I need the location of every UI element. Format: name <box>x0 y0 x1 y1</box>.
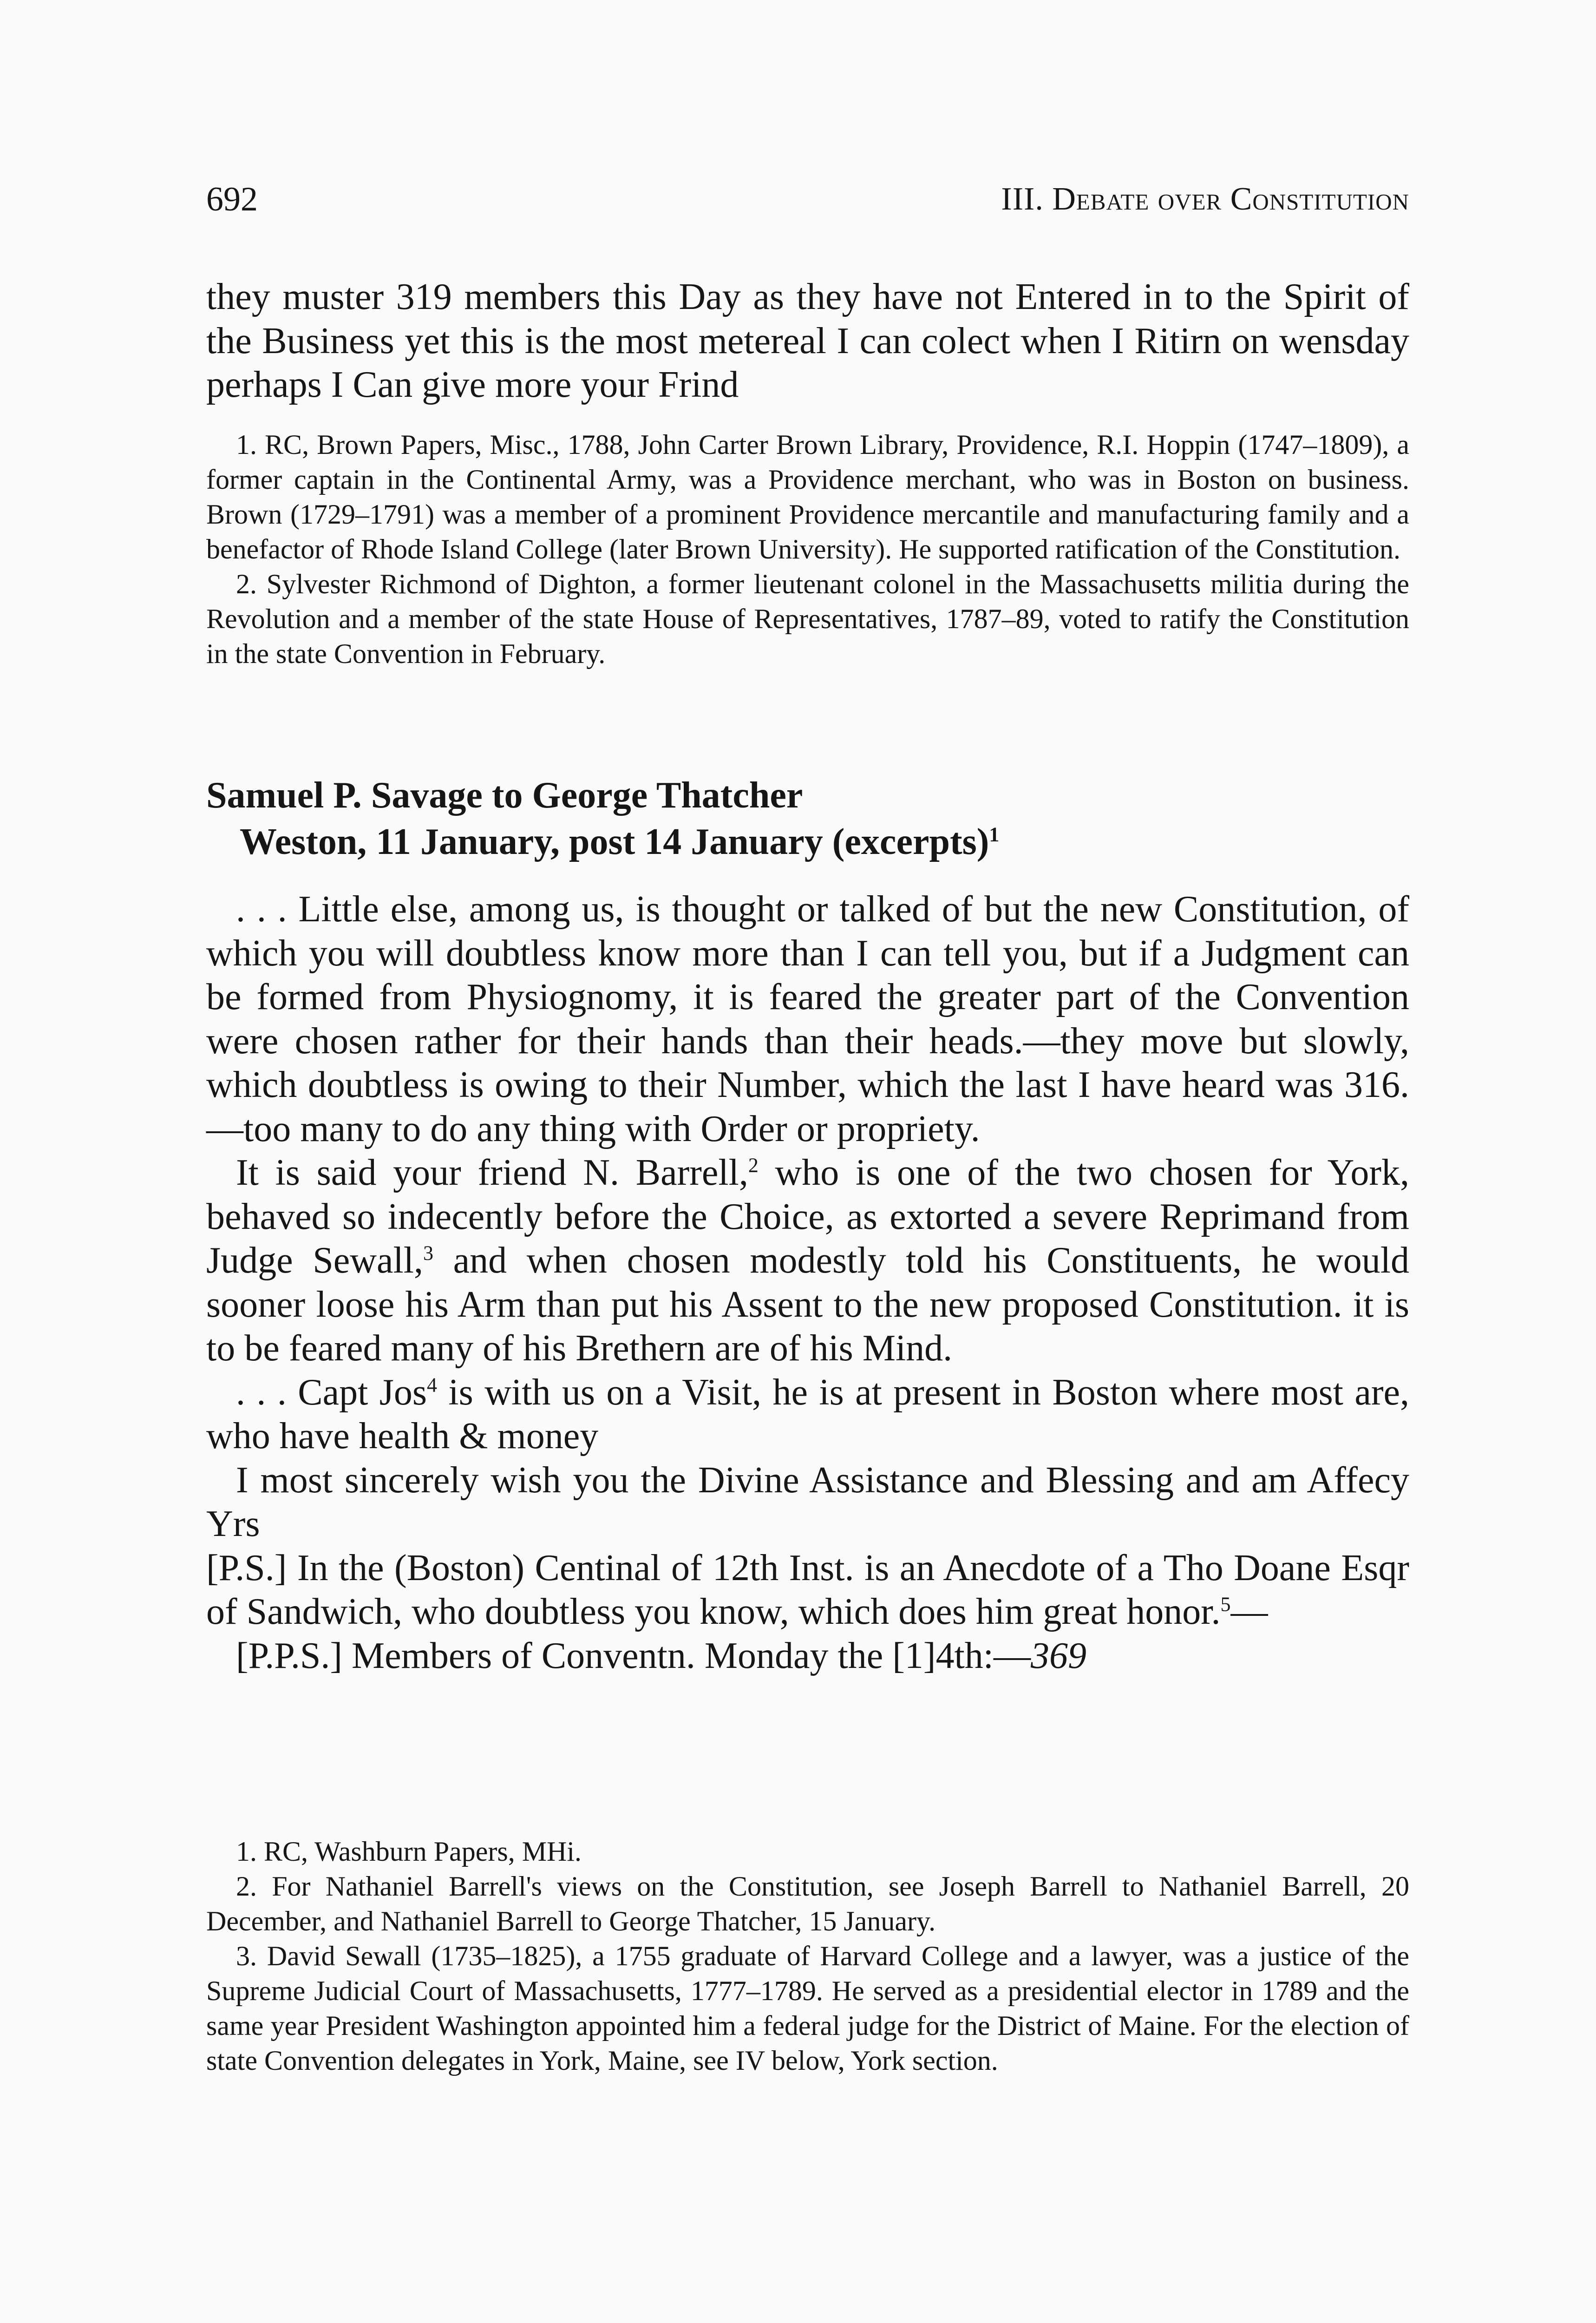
heading-place-date: Weston, 11 January, post 14 January (excerpts) <box>240 821 989 862</box>
note-ref-3: 3 <box>423 1241 433 1265</box>
second-postscript: [P.P.S.] Members of Conventn. Monday the [1]4th:—369 <box>236 1635 1087 1676</box>
page-number: 692 <box>206 180 258 218</box>
letter-paragraph-3: . . . Capt Jos$^4$ is with us on a Visit, he is at present in Boston where most are, who have health & money <box>206 1371 1410 1457</box>
note-1: 1. RC, Washburn Papers, MHi. <box>236 1836 582 1867</box>
member-count: 369 <box>1031 1635 1087 1676</box>
heading-line-1: Samuel P. Savage to George Thatcher <box>206 775 803 816</box>
note-ref-4: 4 <box>427 1373 438 1396</box>
page-header <box>206 174 1409 225</box>
heading-note-ref: 1 <box>989 823 1000 846</box>
letter-paragraph-1: . . . Little else, among us, is thought or talked of but the new Constitution, of which you will doubtless know more than I can tell you, but if a Judgment can be formed from Physiognomy, it is feared the greater part of the Convention were chosen rather for their hands than their heads.—they move but slowly, which doubtless is owing to their Number, which the last I have heard was 316.—too many to do any thing with Order or propriety. <box>206 889 1409 1149</box>
letter-closing: I most sincerely wish you the Divine Assistance and Blessing and am Affecy Yrs <box>206 1459 1409 1544</box>
notes-second-letter <box>206 1834 1409 2078</box>
letter-body <box>206 887 1409 1678</box>
letter-heading <box>206 772 1409 865</box>
note-1: 1. RC, Brown Papers, Misc., 1788, John Carter Brown Library, Providence, R.I. Hoppin (1747–1809), a former captain in the Continental Army, was a Providence merchant, who was in Boston on business. Brown (1729–1791) was a member of a prominent Providence mercantile and manufacturing family and a benefactor of Rhode Island College (later Brown University). He supported ratification of the Constitution. <box>206 429 1409 564</box>
postscript: [P.S.] In the (Boston) Centinal of 12th Inst. is an Anecdote of a Tho Doane Esqr of Sandwich, who doubtless you know, which does him great honor.$^5$— <box>206 1547 1409 1632</box>
heading-line-2 <box>206 819 1409 865</box>
note-2: 2. Sylvester Richmond of Dighton, a former lieutenant colonel in the Massachusetts militia during the Revolution and a member of the state House of Representatives, 1787–89, voted to ratify the Constitution in the state Convention in February. <box>206 569 1409 669</box>
letter-paragraph-2: It is said your friend N. Barrell,$^2$ who is one of the two chosen for York, behaved so indecently before the Choice, as extorted a severe Reprimand from Judge Sewall,$^3$ and when chosen modestly told his Constituents, he would sooner loose his Arm than put his Assent to the new proposed Constitution. it is to be feared many of his Brethern are of his Mind. <box>206 1152 1410 1369</box>
note-ref-5: 5 <box>1220 1593 1231 1616</box>
notes-first-letter <box>206 427 1409 671</box>
note-2: 2. For Nathaniel Barrell's views on the Constitution, see Joseph Barrell to Nathaniel Barrell, 20 December, and Nathaniel Barrell to George Thatcher, 15 January. <box>206 1871 1409 1936</box>
running-head: III. Debate over Constitution <box>1001 181 1409 217</box>
continuation-paragraph: they muster 319 members this Day as they have not Entered in to the Spirit of the Business yet this is the most metereal I can colect when I Ritirn on wensday perhaps I Can give more your Frind <box>206 276 1409 405</box>
letter-continuation <box>206 275 1409 407</box>
note-3: 3. David Sewall (1735–1825), a 1755 graduate of Harvard College and a lawyer, was a justice of the Supreme Judicial Court of Massachusetts, 1777–1789. He served as a presidential elector in 1789 and the same year President Washington appointed him a federal judge for the District of Maine. For the election of state Convention delegates in York, Maine, see IV below, York section. <box>206 1941 1409 2076</box>
note-ref-2: 2 <box>748 1154 759 1177</box>
